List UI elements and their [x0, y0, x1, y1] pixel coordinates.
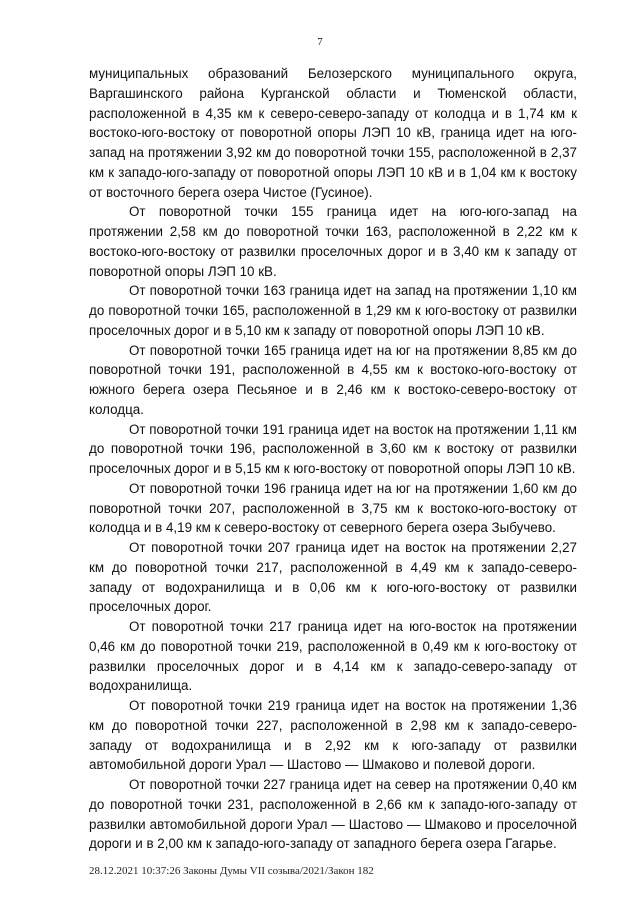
document-footer: 28.12.2021 10:37:26 Законы Думы VII созыва/2021/Закон 182	[89, 865, 374, 877]
paragraph: От поворотной точки 219 граница идет на восток на протяжении 1,36 км до поворотной точки 227, расположенной в 2,98 км к западо-северо-западу от водохранилища и в 2,92 км к юго-западу от развилки автомобильной дороги Урал — Шастово — Шмаково и полевой дороги.	[89, 698, 577, 773]
paragraph: От поворотной точки 227 граница идет на север на протяжении 0,40 км до поворотной точки 231, расположенной в 2,66 км к западо-юго-западу от развилки автомобильной дороги Урал — Шастово — Шмаково и проселочной дороги и в 2,00 км к западо-юго-западу от западного берега озера Гагарье.	[89, 777, 577, 852]
paragraph: От поворотной точки 163 граница идет на запад на протяжении 1,10 км до поворотной точки 165, расположенной в 1,29 км к юго-востоку от развилки проселочных дорог и в 5,10 км к западу от поворотной опоры ЛЭП 10 кВ.	[89, 283, 577, 338]
paragraph: От поворотной точки 191 граница идет на восток на протяжении 1,11 км до поворотной точки 196, расположенной в 3,60 км к востоку от развилки проселочных дорог и в 5,15 км к юго-востоку от поворотной опоры ЛЭП 10 кВ.	[89, 421, 577, 476]
paragraph: От поворотной точки 165 граница идет на юг на протяжении 8,85 км до поворотной точки 191, расположенной в 4,55 км к востоко-юго-востоку от южного берега озера Песьяное и в 2,46 км к востоко-северо-востоку от колодца.	[89, 342, 577, 417]
paragraph: От поворотной точки 155 граница идет на юго-юго-запад на протяжении 2,58 км до поворотной точки 163, расположенной в 2,22 км к востоко-юго-востоку от развилки проселочных дорог и в 3,40 км к западу от поворотной опоры ЛЭП 10 кВ.	[89, 204, 577, 279]
paragraph: От поворотной точки 207 граница идет на восток на протяжении 2,27 км до поворотной точки 217, расположенной в 4,49 км к западо-северо-западу от водохранилища и в 0,06 км к юго-юго-востоку от развилки проселочных дорог.	[89, 540, 577, 615]
paragraph: От поворотной точки 217 граница идет на юго-восток на протяжении 0,46 км до поворотной точки 219, расположенной в 0,49 км к юго-востоку от развилки проселочных дорог и в 4,14 км к западо-северо-западу от водохранилища.	[89, 619, 577, 694]
page-number: 7	[317, 36, 323, 48]
document-body	[89, 64, 577, 854]
paragraph-continuation: муниципальных образований Белозерского муниципального округа, Варгашинского района Курганской области и Тюменской области, расположенной в 4,35 км к северо-северо-западу от колодца и в 1,74 км к востоко-юго-востоку от поворотной опоры ЛЭП 10 кВ, граница идет на юго-запад на протяжении 3,92 км до поворотной точки 155, расположенной в 2,37 км к западо-юго-западу от поворотной опоры ЛЭП 10 кВ и в 1,04 км к востоку от восточного берега озера Чистое (Гусиное).	[89, 66, 577, 200]
paragraph: От поворотной точки 196 граница идет на юг на протяжении 1,60 км до поворотной точки 207, расположенной в 3,75 км к востоко-юго-востоку от колодца и в 4,19 км к северо-востоку от северного берега озера Зыбучево.	[89, 480, 577, 536]
